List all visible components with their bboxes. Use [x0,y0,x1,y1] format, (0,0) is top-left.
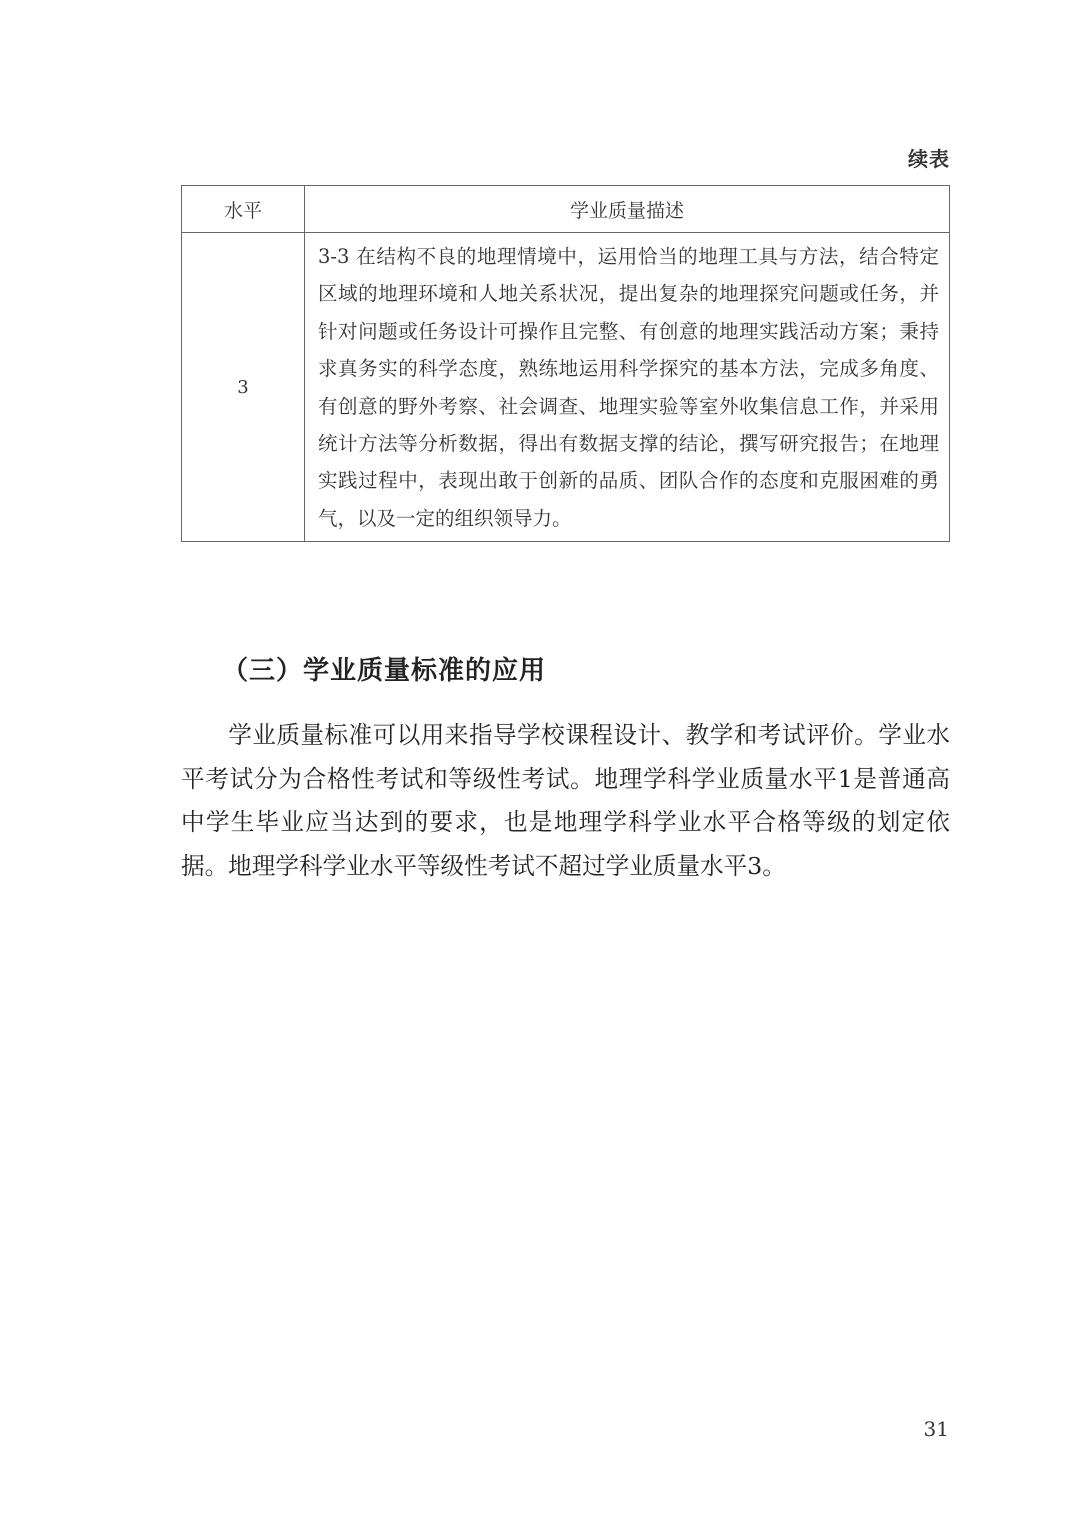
table-header-row [182,186,950,233]
header-level: 水平 [182,186,305,233]
table-row [182,233,950,542]
header-description: 学业质量描述 [305,186,950,233]
level-cell: 3 [182,233,305,542]
section-heading: （三）学业质量标准的应用 [222,656,547,686]
page-number: 31 [923,1417,949,1441]
academic-quality-table [181,185,950,542]
continued-table-label: 续表 [908,147,950,171]
body-paragraph: 学业质量标准可以用来指导学校课程设计、教学和考试评价。学业水平考试分为合格性考试和等级性考试。地理学科学业质量水平1是普通高中学生毕业应当达到的要求，也是地理学科学业水平合格等级的划定依据。地理学科学业水平等级性考试不超过学业质量水平3。 [181,721,950,881]
description-cell: 3-3 在结构不良的地理情境中，运用恰当的地理工具与方法，结合特定区域的地理环境和人地关系状况，提出复杂的地理探究问题或任务，并针对问题或任务设计可操作且完整、有创意的地理实践活动方案；秉持求真务实的科学态度，熟练地运用科学探究的基本方法，完成多角度、有创意的野外考察、社会调查、地理实验等室外收集信息工作，并采用统计方法等分析数据，得出有数据支撑的结论，撰写研究报告；在地理实践过程中，表现出敢于创新的品质、团队合作的态度和克服困难的勇气，以及一定的组织领导力。 [305,233,950,542]
